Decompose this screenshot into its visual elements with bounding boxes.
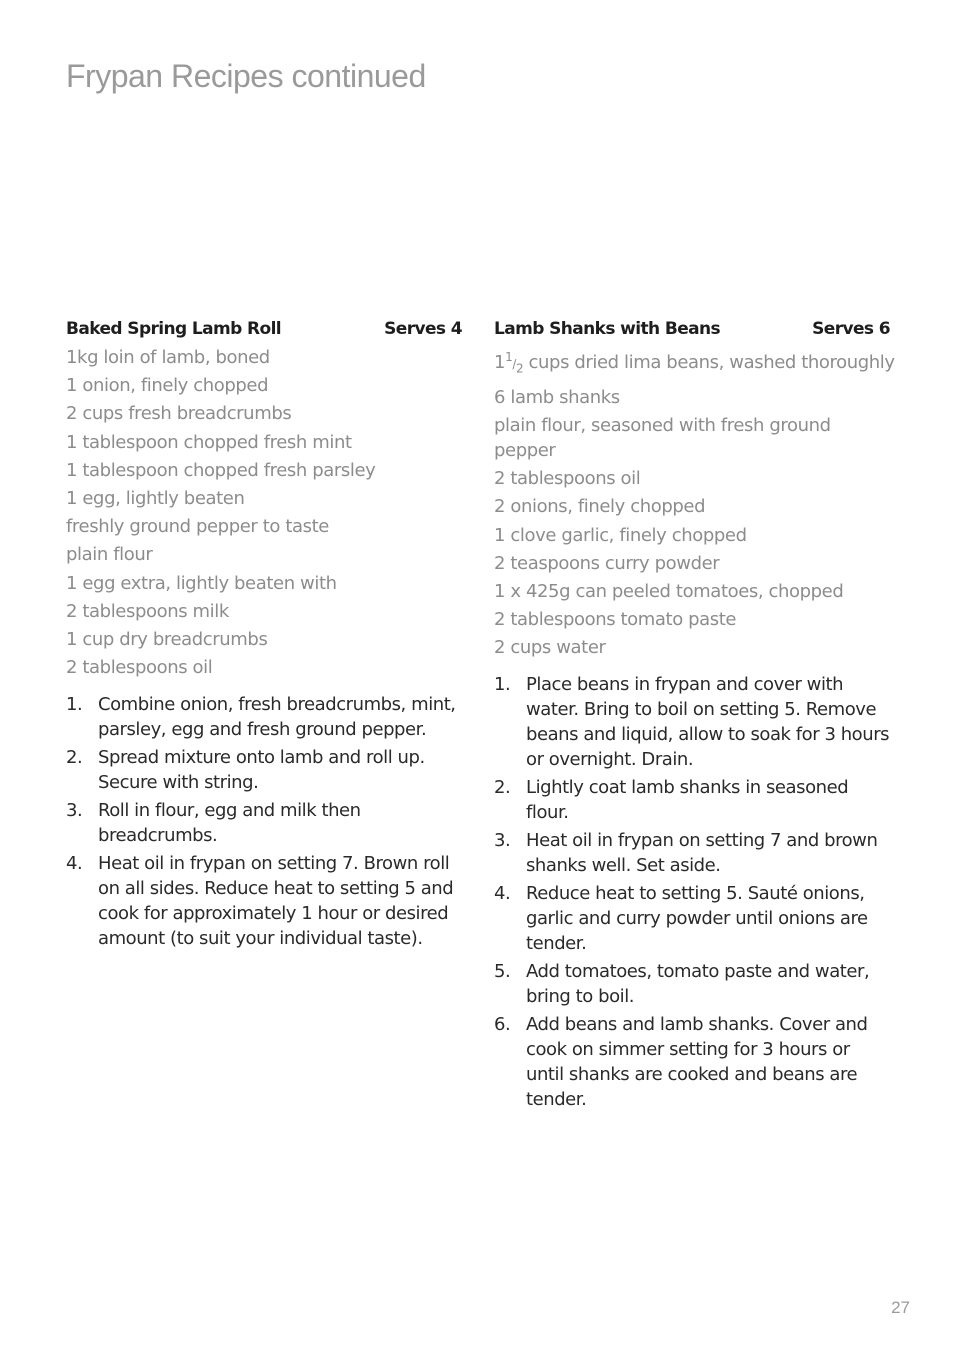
ingredient-item: 1 egg extra, lightly beaten with <box>66 572 337 594</box>
step-number: 1. <box>494 674 511 696</box>
ingredient-item: 6 lamb shanks <box>494 386 620 408</box>
method-step <box>66 798 462 848</box>
step-text: Add tomatoes, tomato paste and water, bring to boil. <box>526 961 870 1008</box>
step-text: Add beans and lamb shanks. Cover and cook on simmer setting for 3 hours or until shanks are cooked and beans are tender. <box>526 1014 868 1111</box>
fraction-numerator: 1 <box>505 350 513 364</box>
method-step <box>66 745 462 795</box>
method-steps <box>494 672 890 1112</box>
step-number: 1. <box>66 694 83 716</box>
ingredient-item: 2 onions, finely chopped <box>494 496 706 518</box>
step-number: 4. <box>66 853 83 875</box>
step-text: Roll in flour, egg and milk then breadcrumbs. <box>98 800 361 847</box>
ingredient-item: 1 egg, lightly beaten <box>66 487 245 509</box>
recipe-baked-spring-lamb-roll <box>66 317 462 954</box>
recipe-serves: Serves 6 <box>812 319 890 339</box>
ingredient-item: 1 onion, finely chopped <box>66 375 269 397</box>
recipe-title: Lamb Shanks with Beans <box>494 319 721 339</box>
page-title: Frypan Recipes continued <box>66 58 426 94</box>
recipe-lamb-shanks-with-beans <box>494 317 895 1115</box>
method-step <box>66 851 462 951</box>
step-text: Lightly coat lamb shanks in seasoned flour. <box>526 777 849 824</box>
fraction-whole: 1 <box>494 352 506 373</box>
step-text: Spread mixture onto lamb and roll up. Secure with string. <box>98 747 425 794</box>
ingredient-item: 1kg loin of lamb, boned <box>66 347 270 368</box>
method-steps <box>66 692 462 951</box>
step-text: Heat oil in frypan on setting 7 and brown shanks well. Set aside. <box>526 830 878 877</box>
step-text: Heat oil in frypan on setting 7. Brown roll on all sides. Reduce heat to setting 5 and cook for approximately 1 hour or desired amount (to suit your individual taste). <box>98 853 454 950</box>
method-step <box>66 692 462 742</box>
ingredient-item: 2 cups fresh breadcrumbs <box>66 403 292 425</box>
ingredient-item: 2 tablespoons tomato paste <box>494 609 737 631</box>
ingredient-item: 2 teaspoons curry powder <box>494 552 720 574</box>
ingredient-item: freshly ground pepper to taste <box>66 516 329 538</box>
ingredient-list <box>494 345 895 660</box>
method-step <box>494 881 890 956</box>
recipe-serves: Serves 4 <box>384 319 462 339</box>
method-step <box>494 1012 890 1112</box>
ingredient-item: plain flour, seasoned with fresh ground pepper <box>494 414 831 461</box>
step-number: 4. <box>494 883 511 905</box>
recipe-title: Baked Spring Lamb Roll <box>66 319 282 339</box>
page-number: 27 <box>891 1298 910 1317</box>
ingredient-item: 2 cups water <box>494 637 606 659</box>
ingredient-item: 1 cup dry breadcrumbs <box>66 628 268 650</box>
ingredient-item: 1 tablespoon chopped fresh parsley <box>66 459 376 481</box>
step-number: 5. <box>494 961 511 983</box>
ingredient-item: 2 tablespoons oil <box>66 657 213 679</box>
step-text: Place beans in frypan and cover with water. Bring to boil on setting 5. Remove beans and liquid, allow to soak for 3 hours or overnight. Drain. <box>526 674 890 771</box>
step-number: 2. <box>66 747 83 769</box>
ingredient-item <box>494 345 895 382</box>
ingredient-list <box>66 345 462 680</box>
step-number: 3. <box>494 830 511 852</box>
method-step <box>494 828 890 878</box>
fraction-denominator: 2 <box>515 361 524 376</box>
ingredient-item: 1 x 425g can peeled tomatoes, chopped <box>494 580 844 602</box>
step-text: Combine onion, fresh breadcrumbs, mint, parsley, egg and fresh ground pepper. <box>98 694 456 741</box>
fraction-slash: / <box>512 357 516 371</box>
step-text: Reduce heat to setting 5. Sauté onions, garlic and curry powder until onions are tender. <box>526 883 868 955</box>
method-step <box>494 775 890 825</box>
step-number: 3. <box>66 800 83 822</box>
step-number: 6. <box>494 1014 511 1036</box>
recipe-header <box>66 317 462 341</box>
ingredient-item: 2 tablespoons milk <box>66 600 229 622</box>
ingredient-text: cups dried lima beans, washed thoroughly <box>523 352 895 373</box>
method-step <box>494 959 890 1009</box>
ingredient-item: plain flour <box>66 544 153 566</box>
ingredient-item: 1 tablespoon chopped fresh mint <box>66 431 352 453</box>
ingredient-item: 1 clove garlic, finely chopped <box>494 524 747 546</box>
recipe-header <box>494 317 890 341</box>
ingredient-item: 2 tablespoons oil <box>494 468 641 490</box>
step-number: 2. <box>494 777 511 799</box>
method-step <box>494 672 890 772</box>
